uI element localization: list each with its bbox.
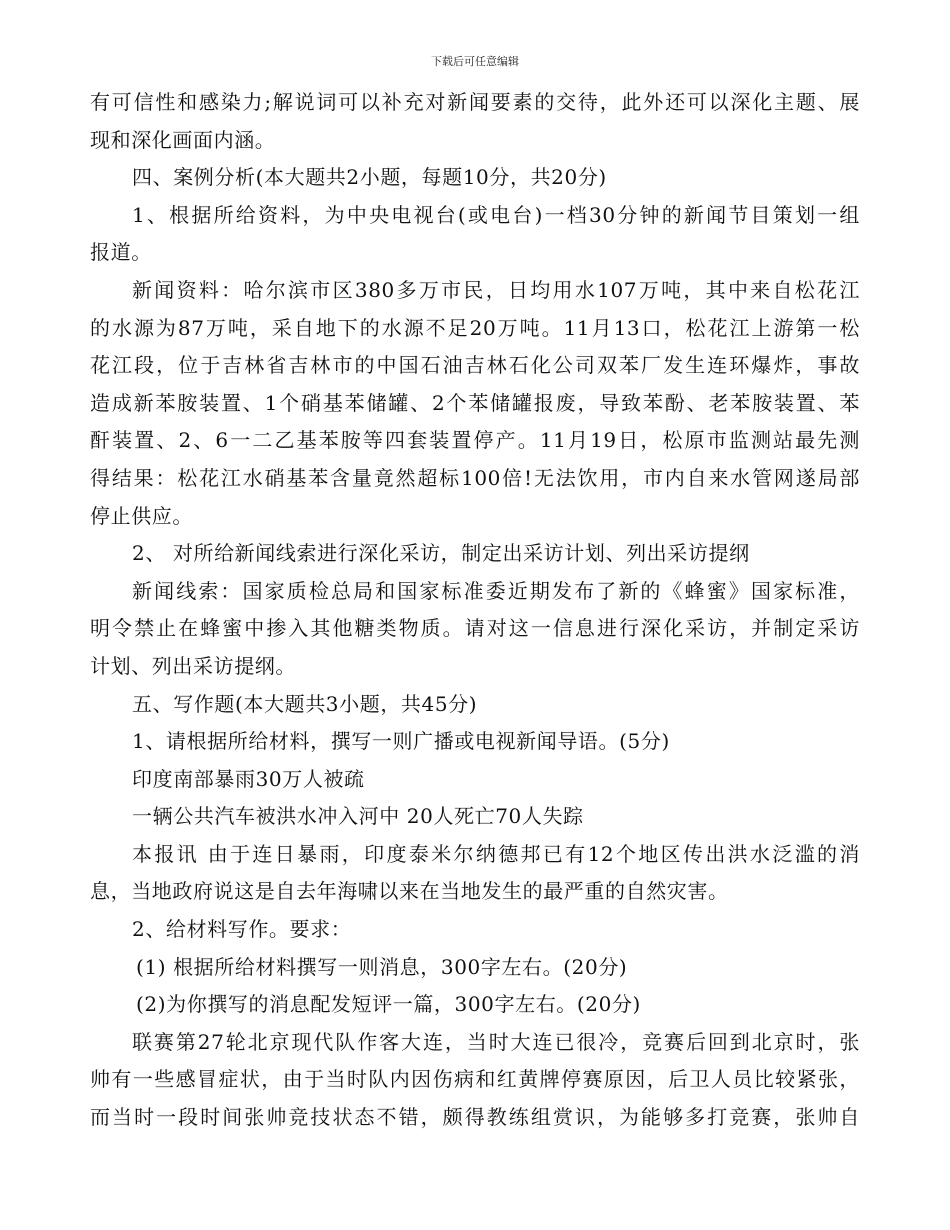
text-line: 息，当地政府说这是自去年海啸以来在当地发生的最严重的自然灾害。: [90, 879, 729, 904]
text-line: 本报讯 由于连日暴雨，印度泰米尔纳德邦已有12个地区传出洪水泛滥的消: [132, 841, 860, 866]
text-line: 四、案例分析(本大题共2小题，每题10分，共20分): [132, 165, 607, 190]
text-line: 帅有一些感冒症状，由于当时队内因伤病和红黄牌停赛原因，后卫人员比较紧张，: [90, 1067, 860, 1092]
text-line: (1) 根据所给材料撰写一则消息，300字左右。(20分): [136, 954, 628, 979]
text-line: 新闻线索：国家质检总局和国家标准委近期发布了新的《蜂蜜》国家标准，: [132, 578, 860, 603]
text-line: 计划、列出采访提纲。: [90, 653, 296, 678]
text-line: 新闻资料：哈尔滨市区380多万市民，日均用水107万吨，其中来自松花江: [132, 277, 860, 302]
text-line: 停止供应。: [90, 503, 193, 528]
text-line: 花江段，位于吉林省吉林市的中国石油吉林石化公司双苯厂发生连环爆炸，事故: [90, 353, 860, 378]
text-line: 酐装置、2、6一二乙基苯胺等四套装置停产。11月19日，松原市监测站最先测: [90, 428, 860, 453]
document-body: [90, 84, 860, 1137]
text-line: 2、 对所给新闻线索进行深化采访，制定出采访计划、列出采访提纲: [132, 541, 750, 566]
text-line: 2、给材料写作。要求：: [132, 917, 352, 942]
text-line: 而当时一段时间张帅竞技状态不错，颇得教练组赏识，为能够多打竞赛，张帅自: [90, 1105, 860, 1130]
page-header-note: 下载后可任意编辑: [431, 55, 519, 68]
text-line: 一辆公共汽车被洪水冲入河中 20人死亡70人失踪: [132, 804, 584, 829]
text-line: (2)为你撰写的消息配发短评一篇，300字左右。(20分): [136, 992, 641, 1017]
text-line: 得结果：松花江水硝基苯含量竟然超标100倍!无法饮用，市内自来水管网遂局部: [90, 465, 860, 490]
text-line: 现和深化画面内涵。: [90, 127, 276, 152]
text-line: 印度南部暴雨30万人被疏: [132, 766, 365, 791]
text-line: 1、请根据所给材料，撰写一则广播或电视新闻导语。(5分): [132, 729, 670, 754]
text-line: 五、写作题(本大题共3小题，共45分): [132, 691, 478, 716]
text-line: 造成新苯胺装置、1个硝基苯储罐、2个苯储罐报废，导致苯酚、老苯胺装置、苯: [90, 390, 860, 415]
text-line: 联赛第27轮北京现代队作客大连，当时大连已很冷，竞赛后回到北京时，张: [132, 1029, 860, 1054]
text-line: 有可信性和感染力;解说词可以补充对新闻要素的交待，此外还可以深化主题、展: [90, 90, 860, 114]
text-line: 报道。: [90, 240, 152, 265]
text-line: 明令禁止在蜂蜜中掺入其他糖类物质。请对这一信息进行深化采访，并制定采访: [90, 616, 860, 641]
text-line: 的水源为87万吨，采自地下的水源不足20万吨。11月13口，松花江上游第一松: [90, 315, 860, 340]
text-line: 1、根据所给资料，为中央电视台(或电台)一档30分钟的新闻节目策划一组: [132, 202, 860, 227]
